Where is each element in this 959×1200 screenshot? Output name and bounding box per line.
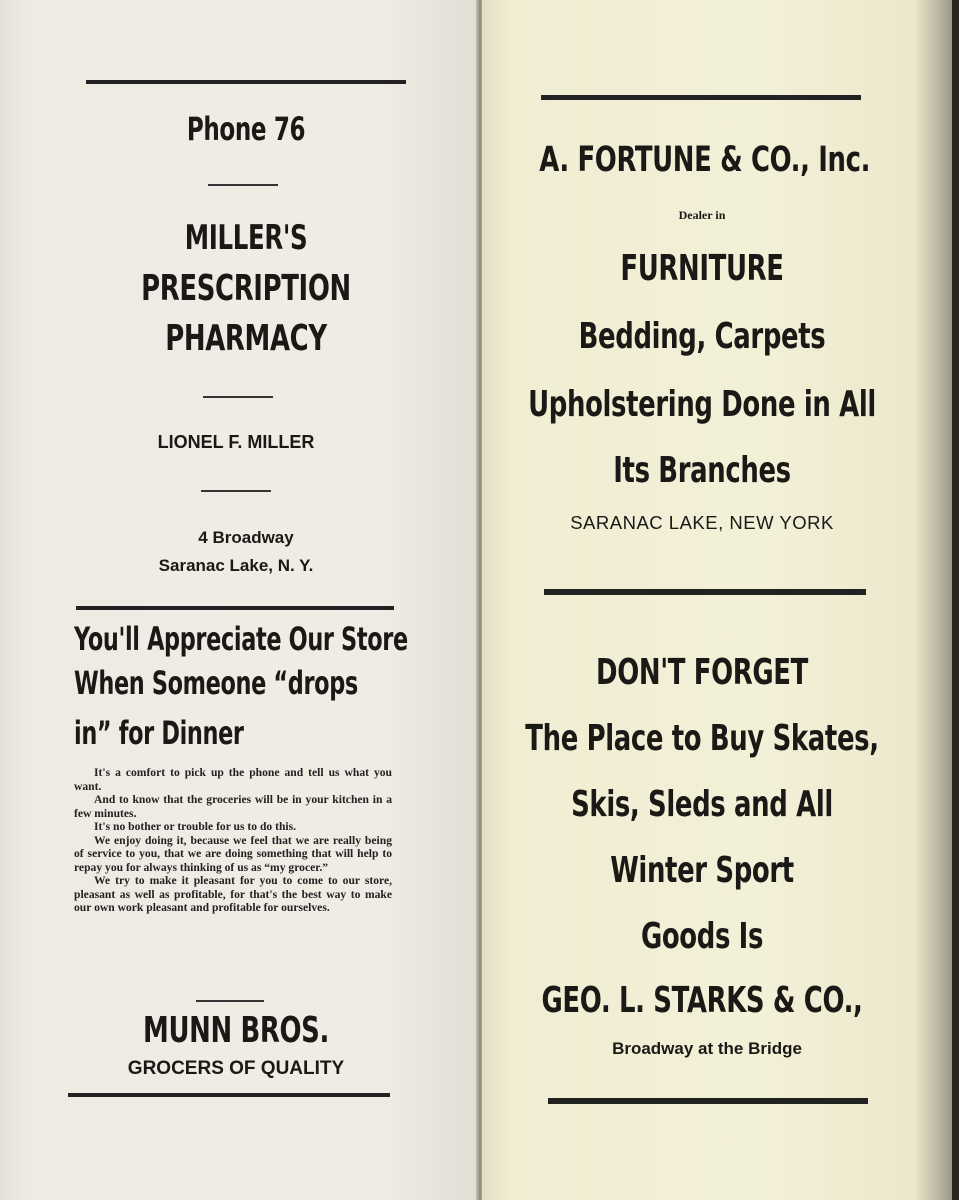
grocer-headline-line1: You'll Appreciate Our Store bbox=[74, 620, 408, 658]
left-page bbox=[0, 0, 478, 1200]
divider bbox=[196, 1000, 264, 1002]
grocer-headline-line2: When Someone “drops bbox=[74, 664, 358, 702]
grocer-body-text bbox=[74, 766, 392, 915]
pharmacy-name-line3: PHARMACY bbox=[165, 318, 327, 359]
furniture-dealer-in: Dealer in bbox=[678, 208, 726, 222]
grocer-paragraph: It's no bother or trouble for us to do this. bbox=[94, 820, 297, 833]
bottom-rule bbox=[68, 1093, 390, 1097]
grocer-paragraph: It's a comfort to pick up the phone and tell us what you want. bbox=[74, 766, 392, 793]
pharmacy-address-line2: Saranac Lake, N. Y. bbox=[158, 556, 314, 575]
furniture-product: FURNITURE bbox=[620, 248, 784, 289]
section-rule bbox=[76, 606, 394, 610]
pharmacy-address-line1: 4 Broadway bbox=[198, 528, 294, 547]
top-rule bbox=[541, 95, 861, 100]
furniture-company: A. FORTUNE & CO., Inc. bbox=[539, 140, 871, 180]
furniture-line3: Its Branches bbox=[613, 450, 791, 491]
furniture-line1: Bedding, Carpets bbox=[578, 316, 826, 357]
sports-company: GEO. L. STARKS & CO., bbox=[541, 980, 863, 1021]
section-rule bbox=[544, 589, 866, 595]
grocer-tagline: GROCERS OF QUALITY bbox=[127, 1058, 345, 1079]
divider bbox=[208, 184, 278, 186]
pharmacy-name-line2: PRESCRIPTION bbox=[141, 268, 351, 309]
sports-line2: Skis, Sleds and All bbox=[571, 784, 833, 825]
grocer-paragraph: And to know that the groceries will be in your kitchen in a few minutes. bbox=[74, 793, 392, 820]
grocer-paragraph: We enjoy doing it, because we feel that we are really being of service to you, that we are doing something that will help to repay you for always thinking of us as “my grocer.” bbox=[74, 833, 392, 874]
grocer-paragraph: We try to make it pleasant for you to come to our store, pleasant as well as profitable, for that's the best way to make our own work pleasant and profitable for ourselves. bbox=[74, 874, 392, 914]
sports-line3: Winter Sport bbox=[610, 850, 794, 891]
bottom-rule bbox=[548, 1098, 868, 1104]
top-rule bbox=[86, 80, 406, 84]
furniture-location: SARANAC LAKE, NEW YORK bbox=[570, 512, 834, 533]
pharmacy-phone: Phone 76 bbox=[186, 110, 306, 148]
grocer-headline-line3: in” for Dinner bbox=[74, 714, 244, 752]
sports-address: Broadway at the Bridge bbox=[612, 1039, 802, 1058]
right-page bbox=[482, 0, 952, 1200]
pharmacy-proprietor: LIONEL F. MILLER bbox=[157, 432, 315, 452]
furniture-line2: Upholstering Done in All bbox=[528, 384, 876, 425]
pharmacy-name-line1: MILLER'S bbox=[184, 218, 308, 258]
grocer-company: MUNN BROS. bbox=[143, 1010, 329, 1051]
sports-headline: DON'T FORGET bbox=[596, 652, 808, 693]
sports-line4: Goods Is bbox=[640, 916, 764, 957]
sports-line1: The Place to Buy Skates, bbox=[525, 718, 879, 759]
divider bbox=[201, 490, 271, 492]
divider bbox=[203, 396, 273, 398]
